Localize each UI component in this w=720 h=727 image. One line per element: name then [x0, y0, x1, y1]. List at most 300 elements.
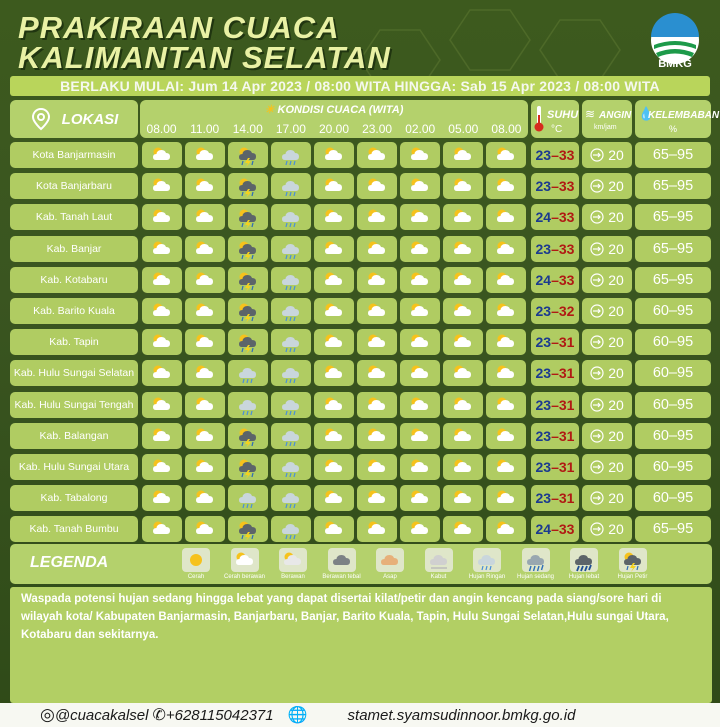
- partly-cloudy-icon: [193, 330, 217, 354]
- weather-cell: [185, 360, 225, 386]
- partly-cloudy-icon: [451, 424, 475, 448]
- temp-min: 23: [535, 147, 552, 163]
- weather-cell: [185, 454, 225, 480]
- weather-cell: [443, 454, 483, 480]
- thunderstorm-icon: [236, 143, 260, 167]
- header-kondisi-text: KONDISI CUACA (WITA): [277, 104, 404, 116]
- weather-cell: [142, 454, 182, 480]
- thunderstorm-icon: [619, 548, 647, 572]
- wind-speed: 20: [608, 271, 624, 288]
- wind-direction-icon: [590, 460, 604, 474]
- weather-cell: [443, 236, 483, 262]
- legend-item: [510, 548, 562, 580]
- instagram-handle[interactable]: @cuacakalsel: [54, 706, 149, 724]
- wind-cell: [582, 173, 632, 199]
- weather-cell: [400, 298, 440, 324]
- table-row: [10, 204, 712, 230]
- whatsapp-icon: ✆: [152, 707, 166, 724]
- light-rain-icon: [279, 237, 303, 261]
- partly-cloudy-icon: [494, 205, 518, 229]
- partly-cloudy-icon: [451, 393, 475, 417]
- light-rain-icon: [236, 393, 260, 417]
- temp-max: 33: [558, 178, 575, 195]
- weather-cell: [228, 204, 268, 230]
- weather-cell: [357, 485, 397, 511]
- temperature-range: 23 – 33: [531, 173, 579, 199]
- wind-direction-icon: [590, 491, 604, 505]
- location-name: Kab. Kotabaru: [10, 267, 138, 293]
- light-rain-icon: [279, 205, 303, 229]
- temp-min: 23: [535, 459, 552, 475]
- header-angin-unit: km/jam: [594, 124, 617, 131]
- weather-cell: [443, 516, 483, 542]
- partly-cloudy-icon: [193, 143, 217, 167]
- light-rain-icon: [279, 143, 303, 167]
- partly-cloudy-icon: [322, 486, 346, 510]
- time-label: 08.00: [146, 122, 177, 136]
- temp-min: 24: [535, 209, 552, 226]
- partly-cloudy-icon: [365, 205, 389, 229]
- weather-cell: [357, 516, 397, 542]
- partly-cloudy-icon: [451, 361, 475, 385]
- partly-cloudy-icon: [408, 393, 432, 417]
- legend-item: [267, 548, 319, 580]
- partly-cloudy-icon: [494, 517, 518, 541]
- globe-icon: 🌐: [287, 707, 308, 724]
- temp-max: 33: [558, 521, 575, 538]
- light-rain-icon: [473, 548, 501, 572]
- temperature-range: 23 – 31: [531, 392, 579, 418]
- partly-cloudy-icon: [150, 174, 174, 198]
- partly-cloudy-icon: [322, 361, 346, 385]
- weather-cell: [443, 360, 483, 386]
- humidity-range: 65–95: [635, 173, 711, 199]
- thunderstorm-icon: [236, 330, 260, 354]
- partly-cloudy-icon: [451, 143, 475, 167]
- time-label: 11.00: [190, 122, 220, 136]
- header-kelembaban: [635, 100, 720, 138]
- weather-cell: [142, 267, 182, 293]
- weather-cell: [443, 392, 483, 418]
- partly-cloudy-icon: [365, 299, 389, 323]
- light-rain-icon: [279, 330, 303, 354]
- weather-cell: [228, 392, 268, 418]
- partly-cloudy-icon: [365, 143, 389, 167]
- partly-cloudy-icon: [150, 299, 174, 323]
- wind-speed: 20: [608, 459, 624, 475]
- partly-cloudy-icon: [365, 268, 389, 292]
- weather-cell: [400, 204, 440, 230]
- location-name: Kab. Banjar: [10, 236, 138, 262]
- weather-cell: [142, 329, 182, 355]
- partly-cloudy-icon: [193, 174, 217, 198]
- thunderstorm-icon: [236, 299, 260, 323]
- weather-cell: [486, 423, 526, 449]
- footer: [0, 703, 720, 727]
- wind-cell: [582, 267, 632, 293]
- weather-cell: [314, 267, 354, 293]
- weather-cell: [486, 454, 526, 480]
- light-rain-icon: [279, 174, 303, 198]
- weather-cell: [185, 267, 225, 293]
- weather-cell: [271, 298, 311, 324]
- partly-cloudy-icon: [322, 517, 346, 541]
- thermometer-icon: [534, 105, 544, 133]
- legend-item: [219, 548, 271, 580]
- wind-cell: [582, 236, 632, 262]
- legend-label: Asap: [383, 574, 397, 580]
- humidity-range: 60–95: [635, 454, 711, 480]
- location-pin-icon: [30, 107, 52, 131]
- weather-cell: [443, 204, 483, 230]
- wind-cell: [582, 392, 632, 418]
- partly-cloudy-icon: [193, 455, 217, 479]
- partly-cloudy-icon: [408, 205, 432, 229]
- wind-direction-icon: [590, 398, 604, 412]
- temp-max: 31: [558, 334, 575, 351]
- weather-cell: [271, 142, 311, 168]
- partly-cloudy-icon: [365, 424, 389, 448]
- table-row: [10, 516, 712, 542]
- table-row: [10, 423, 712, 449]
- legend-label: Hujan sedang: [516, 574, 555, 580]
- weather-cell: [314, 392, 354, 418]
- time-label: 08.00: [491, 122, 522, 136]
- partly-cloudy-icon: [322, 455, 346, 479]
- partly-cloudy-icon: [231, 548, 259, 572]
- wind-direction-icon: [590, 522, 604, 536]
- partly-cloudy-icon: [322, 393, 346, 417]
- heavy-rain-icon: [570, 548, 598, 572]
- partly-cloudy-icon: [150, 486, 174, 510]
- partly-cloudy-icon: [193, 268, 217, 292]
- location-name: Kota Banjarmasin: [10, 142, 138, 168]
- weather-cell: [142, 360, 182, 386]
- weather-cell: [185, 236, 225, 262]
- partly-cloudy-icon: [451, 455, 475, 479]
- weather-cell: [271, 454, 311, 480]
- weather-cell: [443, 298, 483, 324]
- weather-cell: [443, 423, 483, 449]
- header-kondisi: [140, 100, 528, 138]
- partly-cloudy-icon: [408, 455, 432, 479]
- weather-cell: [142, 298, 182, 324]
- temp-min: 24: [535, 271, 552, 288]
- light-rain-icon: [279, 361, 303, 385]
- partly-cloudy-icon: [193, 517, 217, 541]
- weather-cell: [228, 329, 268, 355]
- time-label: 23.00: [362, 122, 393, 136]
- partly-cloudy-icon: [322, 299, 346, 323]
- light-rain-icon: [236, 486, 260, 510]
- temp-min: 23: [535, 365, 552, 382]
- weather-cell: [142, 485, 182, 511]
- wind-direction-icon: [590, 335, 604, 349]
- weather-cell: [185, 392, 225, 418]
- location-name: Kab. Hulu Sungai Selatan: [10, 360, 138, 386]
- header-angin: [582, 100, 632, 138]
- temperature-range: 23 – 31: [531, 485, 579, 511]
- humidity-range: 60–95: [635, 360, 711, 386]
- wind-cell: [582, 485, 632, 511]
- sunny-icon: [182, 548, 210, 572]
- humidity-range: 65–95: [635, 267, 711, 293]
- droplet-icon: 💧: [638, 106, 655, 121]
- temp-max: 31: [558, 365, 575, 382]
- partly-cloudy-icon: [451, 268, 475, 292]
- partly-cloudy-icon: [193, 299, 217, 323]
- partly-cloudy-icon: [494, 486, 518, 510]
- wind-cell: [582, 516, 632, 542]
- partly-cloudy-icon: [150, 268, 174, 292]
- weather-cell: [271, 392, 311, 418]
- weather-cell: [314, 204, 354, 230]
- partly-cloudy-icon: [365, 330, 389, 354]
- weather-cell: [400, 485, 440, 511]
- time-label: 17.00: [275, 122, 306, 136]
- weather-cell: [486, 485, 526, 511]
- weather-cell: [228, 360, 268, 386]
- page-title-line1: PRAKIRAAN CUACA: [18, 10, 340, 45]
- weather-cell: [185, 298, 225, 324]
- weather-cell: [357, 454, 397, 480]
- weather-cell: [142, 204, 182, 230]
- weather-cell: [314, 329, 354, 355]
- header-suhu: [531, 100, 579, 138]
- weather-cell: [400, 173, 440, 199]
- legend-label: Berawan: [281, 574, 305, 580]
- thunderstorm-icon: [236, 174, 260, 198]
- overcast-icon: [328, 548, 356, 572]
- partly-cloudy-icon: [150, 393, 174, 417]
- temp-min: 23: [535, 334, 552, 351]
- warning-text: Waspada potensi hujan sedang hingga lebat yang dapat disertai kilat/petir dan angin kencang pada siang/sore hari di wilayah kota/ Kabupaten Banjarmasin, Banjarbaru, Banjar, Barito Kuala, Tapin, Hulu Sungai Selatan,Hulu sungai Utara, Kotabaru dan sekitarnya.: [10, 587, 712, 703]
- weather-cell: [357, 236, 397, 262]
- partly-cloudy-icon: [322, 174, 346, 198]
- legend-item: [558, 548, 610, 580]
- weather-cell: [486, 360, 526, 386]
- partly-cloudy-icon: [451, 174, 475, 198]
- weather-cell: [314, 298, 354, 324]
- partly-cloudy-icon: [494, 237, 518, 261]
- temp-max: 33: [558, 271, 575, 288]
- weather-cell: [185, 485, 225, 511]
- legend-label: Hujan lebat: [568, 574, 600, 580]
- weather-cell: [357, 392, 397, 418]
- humidity-range: 60–95: [635, 485, 711, 511]
- partly-cloudy-icon: [365, 455, 389, 479]
- weather-cell: [486, 142, 526, 168]
- weather-cell: [271, 267, 311, 293]
- weather-cell: [357, 267, 397, 293]
- location-name: Kab. Hulu Sungai Tengah: [10, 392, 138, 418]
- header-suhu-unit: °C: [551, 124, 563, 135]
- legend-label: Kabut: [430, 574, 447, 580]
- smoke-icon: [376, 548, 404, 572]
- location-name: Kab. Tabalong: [10, 485, 138, 511]
- wind-cell: [582, 360, 632, 386]
- partly-cloudy-icon: [365, 361, 389, 385]
- humidity-range: 65–95: [635, 236, 711, 262]
- partly-cloudy-icon: [408, 424, 432, 448]
- whatsapp-number[interactable]: +628115042371: [165, 706, 274, 724]
- temperature-range: 23 – 33: [531, 142, 579, 168]
- weather-cell: [228, 423, 268, 449]
- light-rain-icon: [279, 393, 303, 417]
- partly-cloudy-icon: [408, 299, 432, 323]
- header-kelembaban-unit: %: [669, 124, 678, 134]
- partly-cloudy-icon: [322, 205, 346, 229]
- header-kelembaban-label: KELEMBABAN: [648, 110, 720, 121]
- legend-label: Hujan Petir: [617, 574, 648, 580]
- weather-cell: [228, 298, 268, 324]
- table-row: [10, 392, 712, 418]
- wind-speed: 20: [608, 240, 624, 257]
- partly-cloudy-icon: [451, 299, 475, 323]
- weather-cell: [185, 329, 225, 355]
- time-label: 02.00: [405, 122, 436, 136]
- instagram-icon: ◎: [40, 705, 55, 724]
- partly-cloudy-icon: [322, 424, 346, 448]
- partly-cloudy-icon: [365, 237, 389, 261]
- light-rain-icon: [236, 361, 260, 385]
- wind-direction-icon: [590, 273, 604, 287]
- weather-cell: [314, 423, 354, 449]
- wind-icon: ≋: [585, 107, 596, 121]
- wind-direction-icon: [590, 179, 604, 193]
- weather-cell: [314, 485, 354, 511]
- partly-cloudy-icon: [150, 424, 174, 448]
- wind-cell: [582, 329, 632, 355]
- header-angin-label: ANGIN: [599, 110, 632, 121]
- temp-max: 33: [558, 147, 575, 163]
- time-label: 20.00: [318, 122, 349, 136]
- partly-cloudy-icon: [322, 330, 346, 354]
- weather-cell: [271, 485, 311, 511]
- weather-cell: [142, 173, 182, 199]
- weather-cell: [142, 142, 182, 168]
- partly-cloudy-icon: [494, 424, 518, 448]
- weather-cell: [142, 392, 182, 418]
- wind-cell: [582, 142, 632, 168]
- temp-min: 23: [535, 240, 552, 257]
- partly-cloudy-icon: [322, 237, 346, 261]
- weather-cell: [271, 423, 311, 449]
- temp-min: 23: [535, 303, 552, 319]
- weather-cell: [314, 516, 354, 542]
- partly-cloudy-icon: [451, 330, 475, 354]
- weather-cell: [400, 236, 440, 262]
- legend-label: Berawan tebal: [322, 574, 361, 580]
- time-label: 14.00: [232, 122, 263, 136]
- website-link[interactable]: stamet.syamsudinnoor.bmkg.go.id: [347, 706, 576, 724]
- wind-speed: 20: [608, 178, 624, 195]
- partly-cloudy-icon: [494, 393, 518, 417]
- legend-item: [170, 548, 222, 580]
- table-row: [10, 360, 712, 386]
- partly-cloudy-icon: [494, 143, 518, 167]
- humidity-range: 60–95: [635, 298, 711, 324]
- weather-cell: [228, 267, 268, 293]
- moderate-rain-icon: [522, 548, 550, 572]
- light-rain-icon: [279, 517, 303, 541]
- partly-cloudy-icon: [365, 393, 389, 417]
- weather-cell: [314, 454, 354, 480]
- partly-cloudy-icon: [365, 517, 389, 541]
- partly-cloudy-icon: [494, 174, 518, 198]
- time-label: 05.00: [448, 122, 479, 136]
- weather-cell: [443, 142, 483, 168]
- temperature-range: 23 – 33: [531, 236, 579, 262]
- weather-cell: [271, 360, 311, 386]
- partly-cloudy-icon: [408, 268, 432, 292]
- wind-direction-icon: [590, 366, 604, 380]
- weather-cell: [271, 516, 311, 542]
- temperature-range: 24 – 33: [531, 516, 579, 542]
- wind-direction-icon: [590, 210, 604, 224]
- weather-cell: [357, 360, 397, 386]
- weather-cell: [142, 236, 182, 262]
- thunderstorm-icon: [236, 517, 260, 541]
- wind-direction-icon: [590, 429, 604, 443]
- partly-cloudy-icon: [494, 455, 518, 479]
- partly-cloudy-icon: [408, 517, 432, 541]
- temperature-range: 23 – 31: [531, 329, 579, 355]
- humidity-range: 65–95: [635, 142, 711, 168]
- table-row: [10, 298, 712, 324]
- legend-item: [316, 548, 368, 580]
- weather-cell: [486, 267, 526, 293]
- temp-max: 31: [558, 427, 575, 444]
- weather-cell: [400, 454, 440, 480]
- weather-cell: [228, 142, 268, 168]
- temp-min: 23: [535, 396, 552, 413]
- table-row: [10, 236, 712, 262]
- wind-speed: 20: [608, 396, 624, 413]
- temperature-range: 23 – 32: [531, 298, 579, 324]
- weather-cell: [228, 516, 268, 542]
- temp-max: 31: [558, 459, 575, 475]
- location-name: Kab. Tanah Laut: [10, 204, 138, 230]
- wind-cell: [582, 298, 632, 324]
- wind-speed: 20: [608, 209, 624, 226]
- partly-cloudy-icon: [494, 268, 518, 292]
- cloudy-icon: [279, 548, 307, 572]
- partly-cloudy-icon: [494, 299, 518, 323]
- humidity-range: 60–95: [635, 329, 711, 355]
- wind-speed: 20: [608, 521, 624, 538]
- weather-cell: [142, 423, 182, 449]
- partly-cloudy-icon: [494, 330, 518, 354]
- weather-cell: [443, 173, 483, 199]
- partly-cloudy-icon: [408, 143, 432, 167]
- wind-direction-icon: [590, 242, 604, 256]
- weather-cell: [185, 516, 225, 542]
- location-name: Kab. Barito Kuala: [10, 298, 138, 324]
- weather-cell: [228, 236, 268, 262]
- partly-cloudy-icon: [451, 486, 475, 510]
- weather-cell: [185, 142, 225, 168]
- partly-cloudy-icon: [193, 205, 217, 229]
- table-row: [10, 173, 712, 199]
- temp-max: 31: [558, 490, 575, 507]
- weather-cell: [400, 329, 440, 355]
- weather-cell: [314, 142, 354, 168]
- thunderstorm-icon: [236, 268, 260, 292]
- validity-banner: BERLAKU MULAI: Jum 14 Apr 2023 / 08:00 WITA HINGGA: Sab 15 Apr 2023 / 08:00 WITA: [10, 76, 710, 96]
- weather-cell: [357, 329, 397, 355]
- partly-cloudy-icon: [494, 361, 518, 385]
